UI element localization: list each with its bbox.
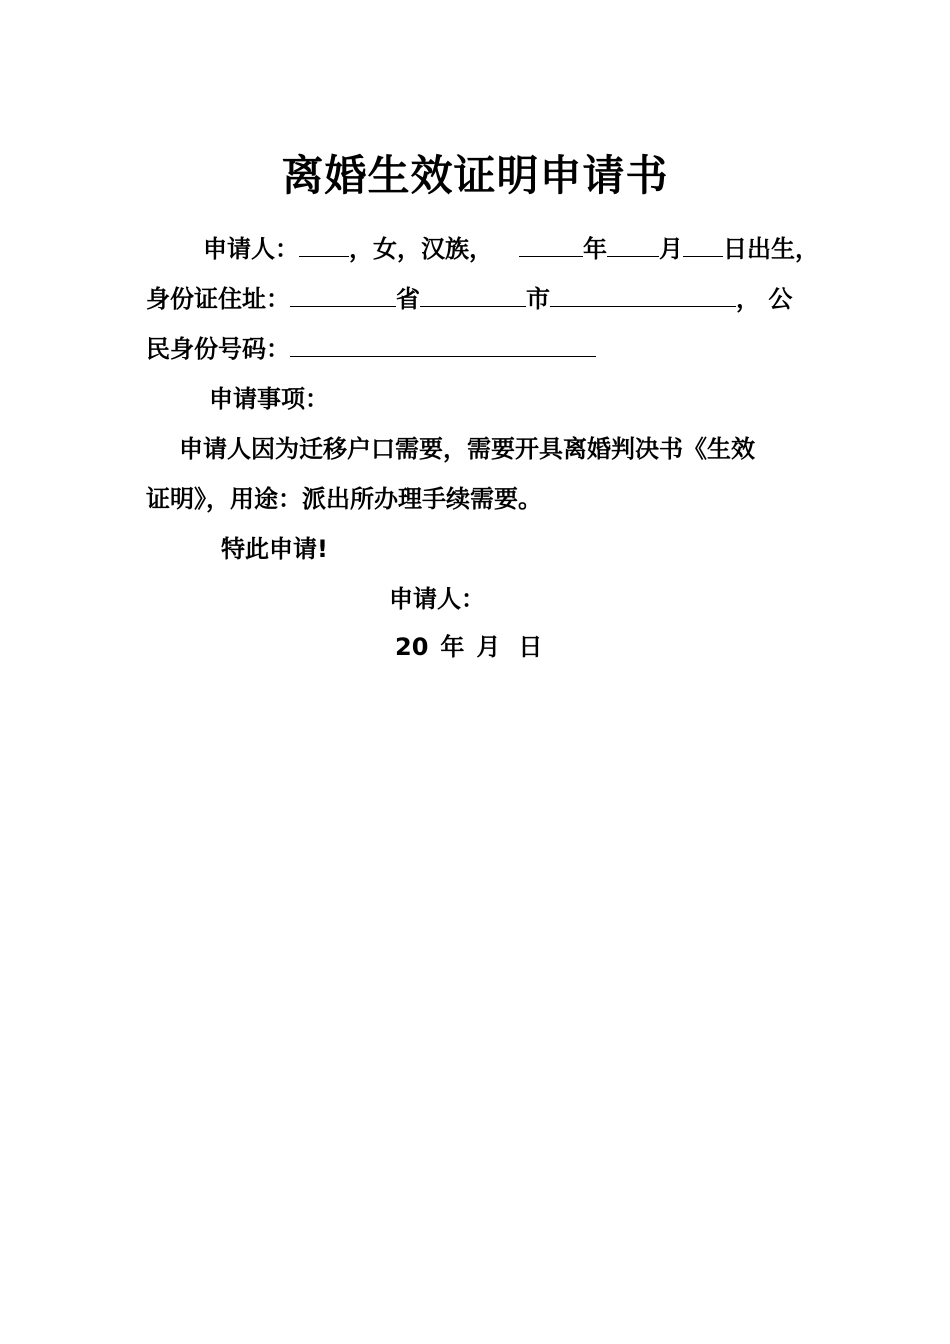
closing-text: 特此申请! <box>221 535 328 563</box>
birth-day-blank[interactable] <box>683 234 723 257</box>
born-label: 日出生， <box>723 235 819 263</box>
year-label: 年 <box>583 235 607 263</box>
date-day-label: 日 <box>518 633 543 661</box>
body-text-line-1: 申请人因为迁移户口需要，需要开具离婚判决书《生效 <box>179 435 755 463</box>
id-number-line <box>146 333 596 365</box>
matters-heading: 申请事项： <box>209 385 329 413</box>
date-line <box>395 631 542 663</box>
birth-month-blank[interactable] <box>607 234 659 257</box>
document-title: 离婚生效证明申请书 <box>281 151 669 200</box>
city-blank[interactable] <box>420 284 526 307</box>
street-blank[interactable] <box>550 284 736 307</box>
birth-year-blank[interactable] <box>519 234 583 257</box>
date-prefix: 20 <box>395 633 429 661</box>
applicant-label: 申请人： <box>203 235 299 263</box>
id-number-blank[interactable] <box>290 334 596 357</box>
date-month-label: 月 <box>476 633 501 661</box>
province-blank[interactable] <box>290 284 396 307</box>
body-text-line-2: 证明》，用途：派出所办理手续需要。 <box>146 485 542 513</box>
date-year-label: 年 <box>440 633 465 661</box>
applicant-line <box>203 233 819 265</box>
id-number-label: 民身份号码： <box>146 335 290 363</box>
province-label: 省 <box>396 285 420 313</box>
address-label: 身份证住址： <box>146 285 290 313</box>
address-tail-text: ， 公 <box>736 285 793 313</box>
gender-ethnicity-text: ，女，汉族， <box>349 235 493 263</box>
name-blank[interactable] <box>299 234 349 257</box>
city-label: 市 <box>526 285 550 313</box>
address-line <box>146 283 792 315</box>
month-label: 月 <box>659 235 683 263</box>
signature-label: 申请人： <box>389 585 485 613</box>
